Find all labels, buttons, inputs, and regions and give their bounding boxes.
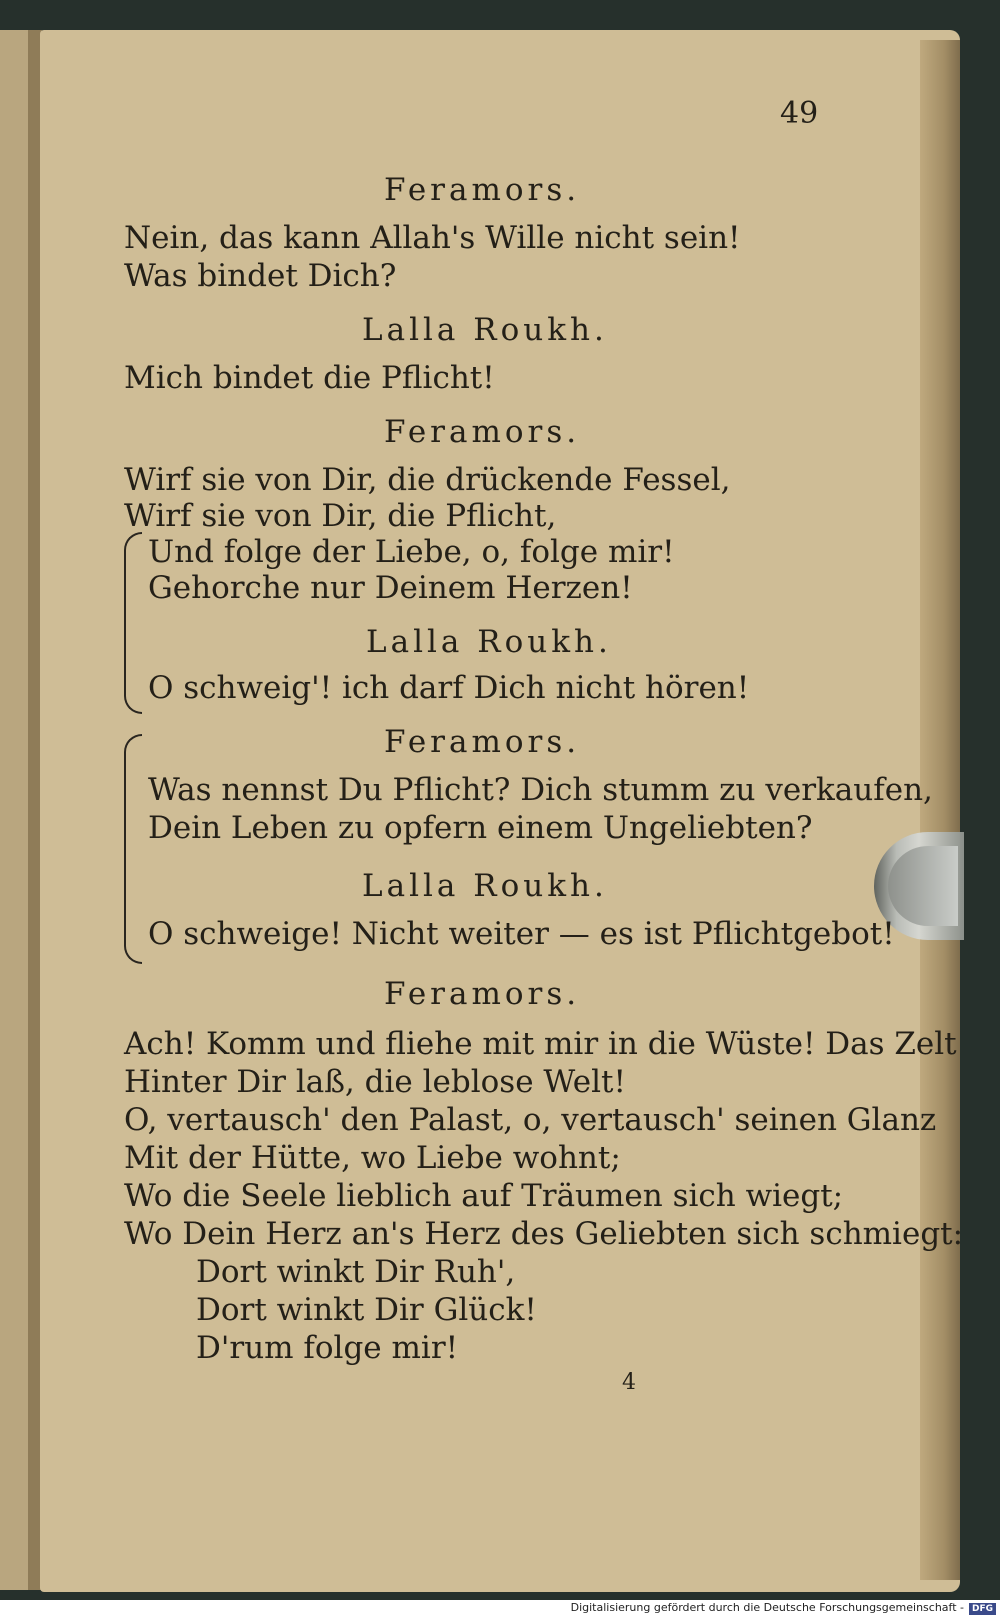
verse-line: Und folge der Liebe, o, folge mir!	[148, 534, 675, 570]
verse-line: Wo die Seele lieblich auf Träumen sich wiegt;	[124, 1178, 844, 1214]
verse-line: Dein Leben zu opfern einem Ungeliebten?	[148, 810, 813, 846]
page-number: 49	[780, 96, 819, 131]
verse-line: Dort winkt Dir Ruh',	[196, 1254, 516, 1290]
verse-line: Wirf sie von Dir, die drückende Fessel,	[124, 462, 731, 498]
page-clip-inner	[888, 846, 958, 926]
dfg-logo: DFG	[969, 1603, 996, 1615]
page-stack-edge	[920, 40, 960, 1580]
speaker-heading: Feramors.	[384, 414, 581, 450]
verse-line: Ach! Komm und fliehe mit mir in die Wüste! Das Zelt	[124, 1026, 957, 1062]
verse-line: Wirf sie von Dir, die Pflicht,	[124, 498, 557, 534]
verse-line: Nein, das kann Allah's Wille nicht sein!	[124, 220, 741, 256]
verse-line: Hinter Dir laß, die leblose Welt!	[124, 1064, 626, 1100]
speaker-heading: Lalla Roukh.	[362, 312, 608, 348]
verse-line: O schweig'! ich darf Dich nicht hören!	[148, 670, 750, 706]
verse-line: Mich bindet die Pflicht!	[124, 360, 495, 396]
speaker-heading: Lalla Roukh.	[362, 868, 608, 904]
duet-bracket	[124, 532, 142, 714]
speaker-heading: Lalla Roukh.	[366, 624, 612, 660]
verse-line: O, vertausch' den Palast, o, vertausch' seinen Glanz	[124, 1102, 937, 1138]
verse-line: D'rum folge mir!	[196, 1330, 459, 1366]
verse-line: Dort winkt Dir Glück!	[196, 1292, 537, 1328]
verse-line: Mit der Hütte, wo Liebe wohnt;	[124, 1140, 621, 1176]
verse-line: Wo Dein Herz an's Herz des Geliebten sich schmiegt:	[124, 1216, 964, 1252]
footer-credit: Digitalisierung gefördert durch die Deutsche Forschungsgemeinschaft -	[570, 1601, 964, 1614]
speaker-heading: Feramors.	[384, 724, 581, 760]
speaker-heading: Feramors.	[384, 976, 581, 1012]
signature-mark: 4	[622, 1370, 636, 1395]
verse-line: Was bindet Dich?	[124, 258, 397, 294]
verse-line: Was nennst Du Pflicht? Dich stumm zu verkaufen,	[148, 772, 933, 808]
verse-line: O schweige! Nicht weiter — es ist Pflichtgebot!	[148, 916, 895, 952]
duet-bracket	[124, 734, 142, 964]
speaker-heading: Feramors.	[384, 172, 581, 208]
verse-line: Gehorche nur Deinem Herzen!	[148, 570, 633, 606]
